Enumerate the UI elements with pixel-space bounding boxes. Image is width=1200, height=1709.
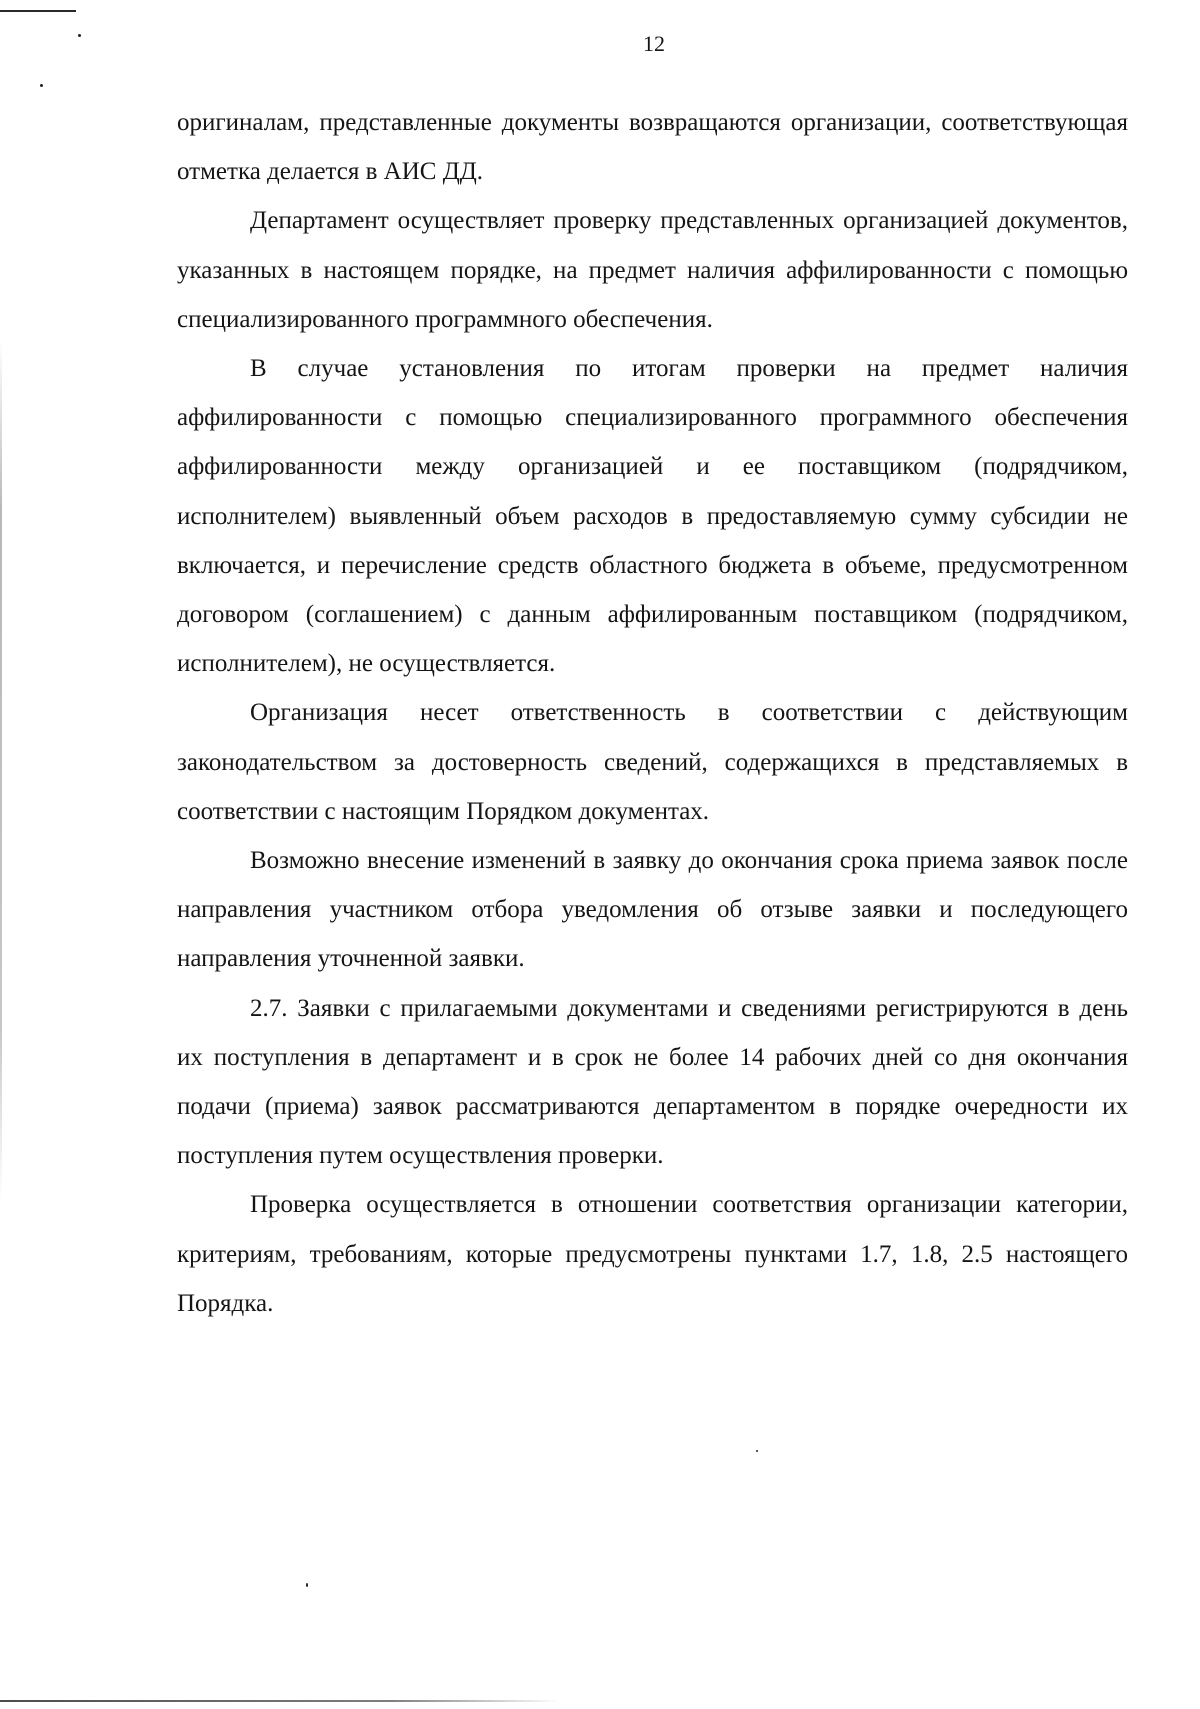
paragraph-section-2-7: 2.7. Заявки с прилагаемыми документами и сведениями регистрируются в день их поступления в департамент и в срок не более 14 рабочих дней со дня окончания подачи (приема) заявок рассматриваются департаментом в порядке очередности их поступления путем осуществления проверки. <box>177 994 1128 1170</box>
paragraph-affiliation-check: Департамент осуществляет проверку представленных организацией документов, указанных в настоящем порядке, на предмет наличия аффилированности с помощью специализированного программного обеспечения. <box>177 207 1128 333</box>
paragraph-application-changes: Возможно внесение изменений в заявку до окончания срока приема заявок после направления участником отбора уведомления об отзыве заявки и последующего направления уточненной заявки. <box>177 847 1128 973</box>
paragraph-affiliation-result: В случае установления по итогам проверки на предмет наличия аффилированности с помощью специализированного программного обеспечения аффилированности между организацией и ее поставщиком (подрядчиком, исполнителем) выявленный объем расходов в предоставляемую сумму субсидии не включается, и перечисление средств областного бюджета в объеме, предусмотренном договором (соглашением) с данным аффилированным поставщиком (подрядчиком, исполнителем), не осуществляется. <box>177 355 1128 678</box>
scan-speck <box>756 1450 758 1452</box>
scan-edge-bottom <box>0 1700 560 1702</box>
paragraph-responsibility: Организация несет ответственность в соответствии с действующим законодательством за достоверность сведений, содержащихся в представляемых в соответствии с настоящим Порядком документах. <box>177 699 1128 825</box>
paragraph-continuation: оригиналам, представленные документы возвращаются организации, соответствующая отметка делается в АИС ДД. <box>177 109 1128 186</box>
paragraph-verification-scope: Проверка осуществляется в отношении соответствия организации категории, критериям, требованиям, которые предусмотрены пунктами 1.7, 1.8, 2.5 настоящего Порядка. <box>177 1191 1128 1317</box>
scan-edge-top <box>0 10 76 12</box>
page-number: 12 <box>643 31 665 56</box>
document-body <box>177 98 1128 1328</box>
scan-speck <box>40 84 43 87</box>
scan-edge-left <box>0 340 2 1200</box>
scan-speck <box>306 1583 308 1587</box>
